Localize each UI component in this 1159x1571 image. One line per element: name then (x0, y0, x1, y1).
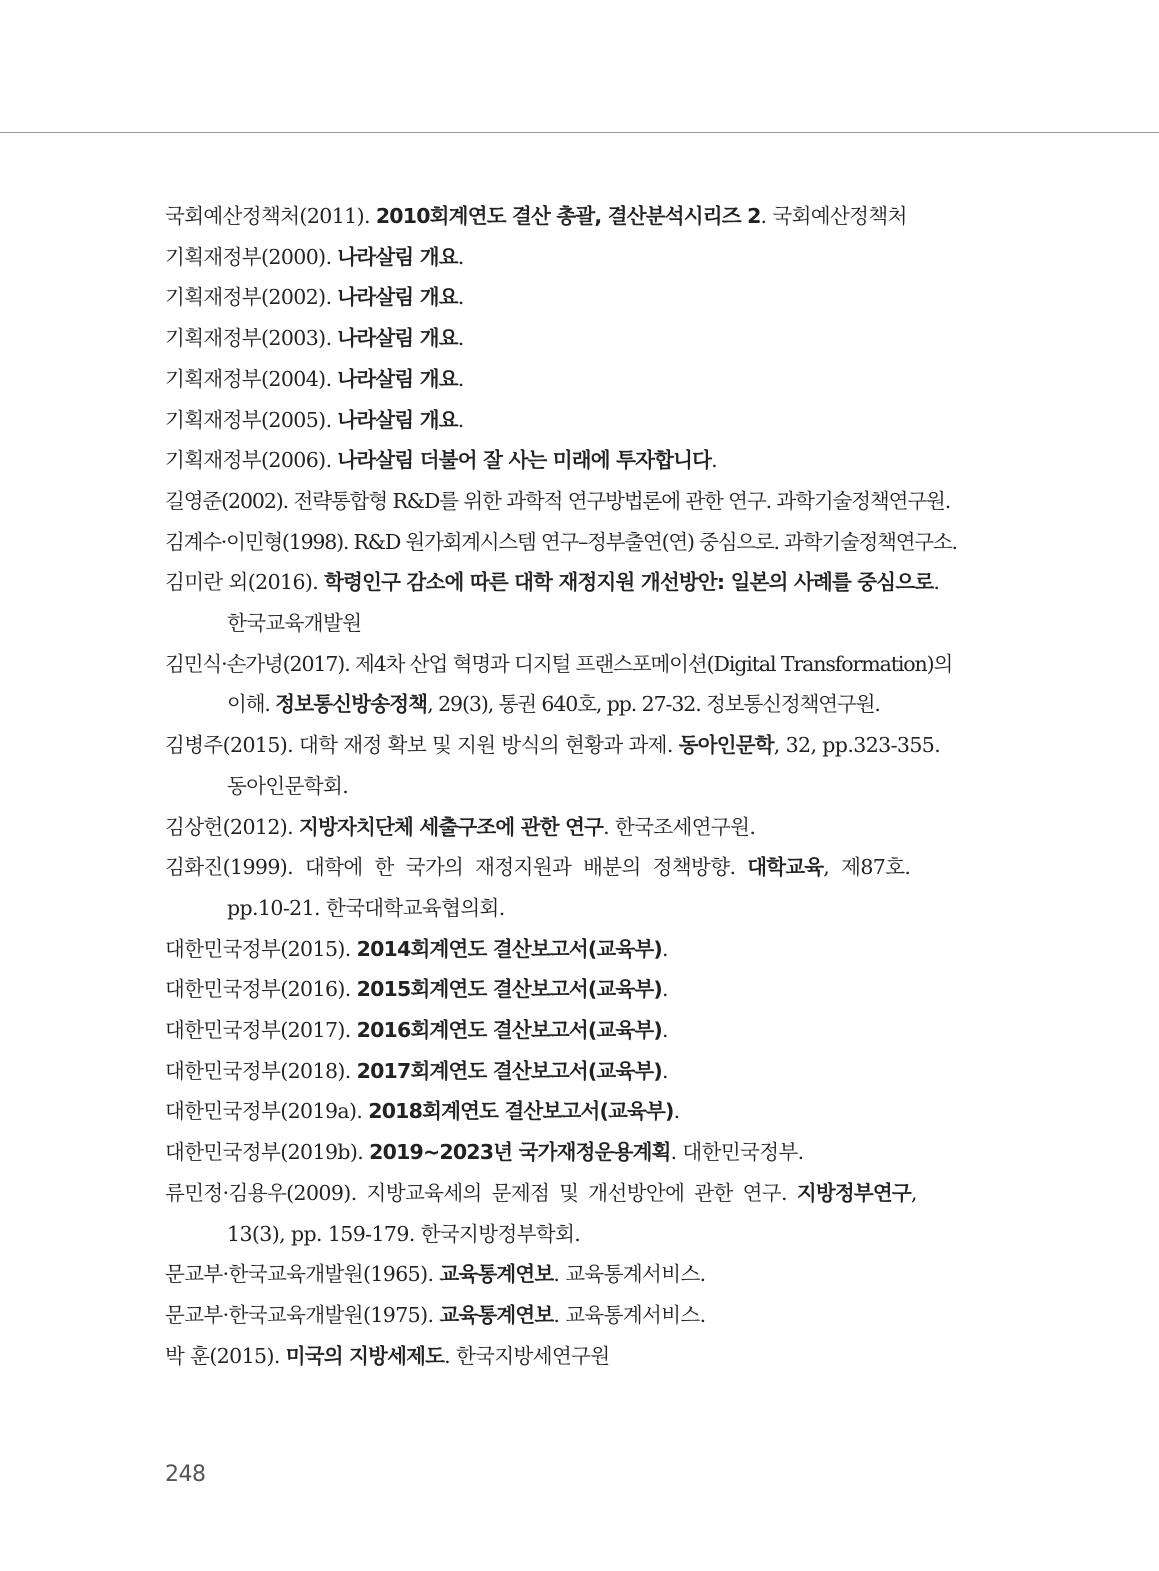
reference-entry: 김상헌(2012). 지방자치단체 세출구조에 관한 연구. 한국조세연구원. (165, 814, 756, 839)
reference-continuation: 이해. 정보통신방송정책, 29(3), 통권 640호, pp. 27-32. 정보통신정책연구원. (227, 692, 880, 717)
reference-entry: 대한민국정부(2018). 2017회계연도 결산보고서(교육부). (165, 1058, 668, 1083)
reference-entry: 기획재정부(2004). 나라살림 개요. (165, 366, 464, 391)
reference-list (165, 196, 995, 1376)
reference-entry: 길영준(2002). 전략통합형 R&D를 위한 과학적 연구방법론에 관한 연구. 과학기술정책연구원. (165, 488, 951, 513)
reference-entry: 기획재정부(2003). 나라살림 개요. (165, 326, 464, 351)
reference-entry: 김병주(2015). 대학 재정 확보 및 지원 방식의 현황과 과제. 동아인문학, 32, pp.323-355. 동아인문학회. (165, 725, 995, 806)
header-rule (0, 132, 1159, 133)
reference-entry: 김민식·손가녕(2017). 제4차 산업 혁명과 디지털 프랜스포메이션(Digital Transformation)의 이해. 정보통신방송정책, 29(3), 통권 640호, pp. 27-32. 정보통신정책연구원. (165, 644, 995, 725)
reference-continuation: 동아인문학회. (227, 773, 349, 798)
reference-entry: 류민정·김용우(2009). 지방교육세의 문제점 및 개선방안에 관한 연구. 지방정부연구, 13(3), pp. 159-179. 한국지방정부학회. (165, 1173, 995, 1254)
reference-entry: 대한민국정부(2019a). 2018회계연도 결산보고서(교육부). (165, 1099, 680, 1124)
reference-entry: 김계수·이민형(1998). R&D 원가회계시스템 연구–정부출연(연) 중심으로. 과학기술정책연구소. (165, 529, 957, 554)
reference-entry: 대한민국정부(2015). 2014회계연도 결산보고서(교육부). (165, 936, 668, 961)
reference-entry: 문교부·한국교육개발원(1975). 교육통계연보. 교육통계서비스. (165, 1302, 706, 1327)
reference-entry: 김미란 외(2016). 학령인구 감소에 따른 대학 재정지원 개선방안: 일본의 사례를 중심으로. 한국교육개발원 (165, 562, 995, 643)
reference-continuation: 13(3), pp. 159-179. 한국지방정부학회. (227, 1221, 581, 1246)
reference-entry: 김화진(1999). 대학에 한 국가의 재정지원과 배분의 정책방향. 대학교육, 제87호. pp.10-21. 한국대학교육협의회. (165, 847, 995, 928)
page-number: 248 (165, 1462, 206, 1487)
reference-continuation: pp.10-21. 한국대학교육협의회. (227, 895, 505, 920)
reference-entry: 대한민국정부(2019b). 2019~2023년 국가재정운용계획. 대한민국정부. (165, 1140, 804, 1165)
reference-entry: 대한민국정부(2016). 2015회계연도 결산보고서(교육부). (165, 977, 668, 1002)
reference-entry: 기획재정부(2002). 나라살림 개요. (165, 285, 464, 310)
reference-entry: 대한민국정부(2017). 2016회계연도 결산보고서(교육부). (165, 1018, 668, 1043)
reference-entry: 국회예산정책처(2011). 2010회계연도 결산 총괄, 결산분석시리즈 2. 국회예산정책처 (165, 204, 907, 228)
reference-entry: 기획재정부(2005). 나라살림 개요. (165, 407, 464, 432)
reference-entry: 문교부·한국교육개발원(1965). 교육통계연보. 교육통계서비스. (165, 1262, 706, 1287)
reference-entry: 기획재정부(2000). 나라살림 개요. (165, 244, 464, 269)
reference-continuation: 한국교육개발원 (227, 611, 362, 636)
reference-entry: 박 훈(2015). 미국의 지방세제도. 한국지방세연구원 (165, 1343, 610, 1368)
reference-entry: 기획재정부(2006). 나라살림 더불어 잘 사는 미래에 투자합니다. (165, 448, 718, 473)
